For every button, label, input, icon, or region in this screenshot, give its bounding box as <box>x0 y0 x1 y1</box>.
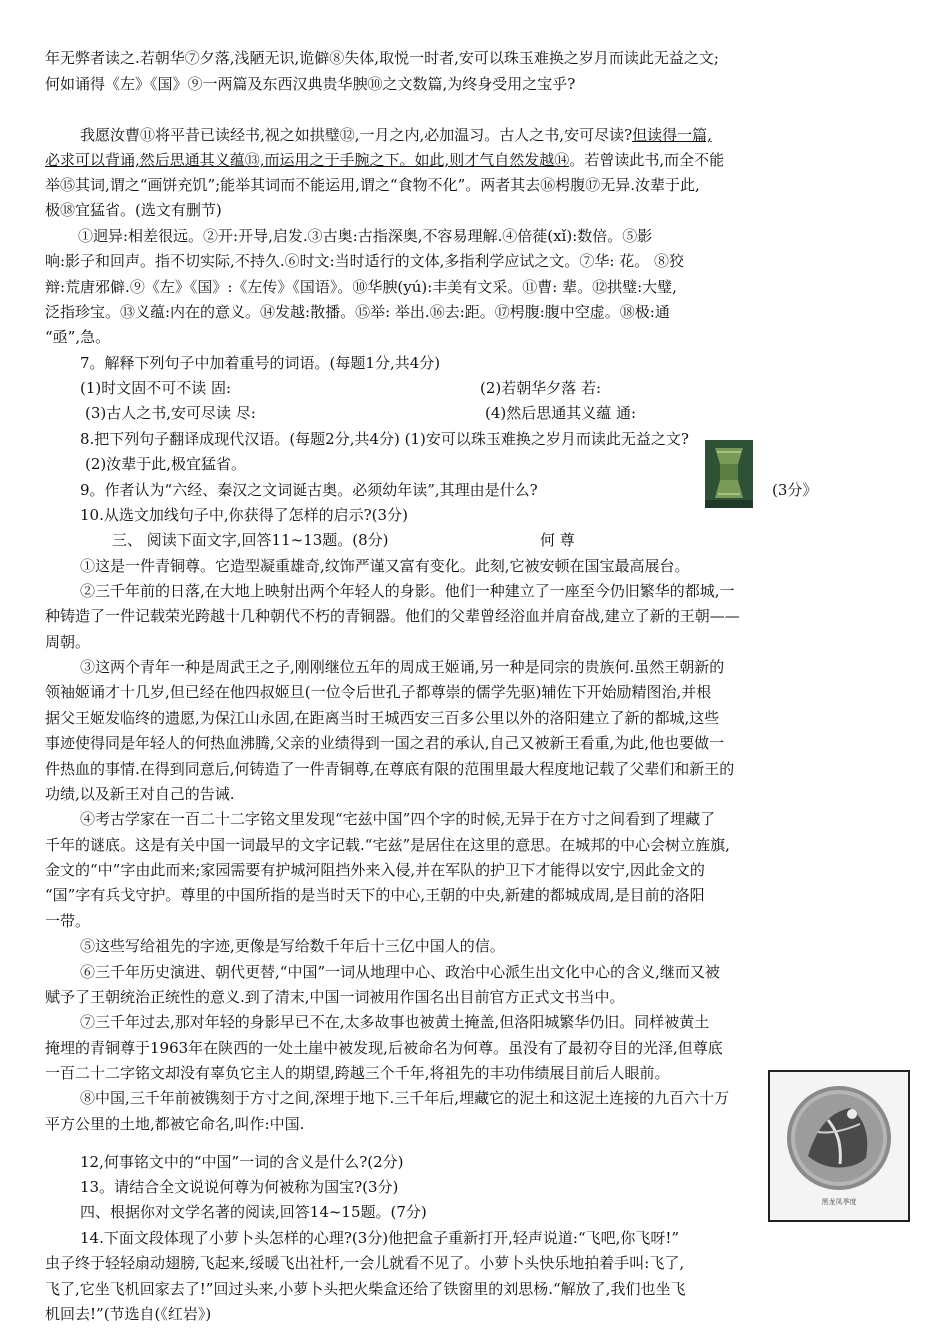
classical-line-2: 何如诵得《左》《国》⑨一两篇及东西汉典贵华腴⑩之文数篇,为终身受用之宝乎? <box>45 75 576 93</box>
passage-para-4-line-4: “国”字有兵戈守护。尊里的中国所指的是当时天下的中心,王朝的中央,新建的都城成周,是目前的洛阳 <box>45 886 705 904</box>
passage-title: 何 尊 <box>540 531 575 549</box>
passage-para-7-line-3: 一百二十二字铭文却没有辜负它主人的期望,跨越三个千年,将祖先的丰功伟绩展目前后人眼前。 <box>45 1064 670 1082</box>
passage-para-2-line-2: 种铸造了一件记载荣光跨越十几种朝代不朽的青铜器。他们的父辈曾经浴血并肩奋战,建立了新的王朝—— <box>45 607 740 625</box>
question-14-line-3: 飞了,它坐飞机回家去了!”回过头来,小萝卜头把火柴盒还给了铁窗里的刘思杨.“解放了,我们也坐飞 <box>45 1280 686 1298</box>
classical-line-3-text: 我愿汝曹⑪将平昔已读经书,视之如拱璧⑫,一月之内,必加温习。古人之书,安可尽读? <box>80 126 633 144</box>
coin-caption: 黑龙凤季度 <box>821 1198 857 1206</box>
passage-para-4-line-2: 千年的谜底。这是有关中国一词最早的文字记载.“宅兹”是居住在这里的意思。在城邦的中心会树立旌旗, <box>45 836 730 854</box>
passage-para-7-line-2: 掩埋的青铜尊于1963年在陕西的一处土崖中被发现,后被命名为何尊。虽没有了最初夺目的光泽,但尊底 <box>45 1039 723 1057</box>
question-9-score: (3分》 <box>772 481 818 499</box>
notes-line-1: ①迥异:相差很远。②开:开导,启发.③古奥:古指深奥,不容易理解.④倍蓰(xǐ):数倍。⑤影 <box>78 227 653 245</box>
classical-line-3 <box>80 123 712 148</box>
question-7-item-2: (2)若朝华夕落 若: <box>480 379 602 397</box>
classical-line-4-text: 。若曾读此书,而全不能 <box>569 151 725 169</box>
classical-line-5: 举⑮其词,谓之“画饼充饥”;能举其词而不能运用,谓之“食物不化”。两者其去⑯枵腹⑰无异.汝辈于此, <box>45 176 700 194</box>
passage-para-4-line-3: 金文的“中”字由此而来;家园需要有护城河阻挡外来入侵,并在军队的护卫下才能得以安宁,因此金文的 <box>45 861 705 879</box>
passage-para-7-line-1: ⑦三千年过去,那对年轻的身影早已不在,太多故事也被黄土掩盖,但洛阳城繁华仍旧。同样被黄土 <box>80 1013 710 1031</box>
passage-para-4-line-5: 一带。 <box>45 912 91 930</box>
underlined-sentence-part-1: 但读得一篇, <box>632 126 712 144</box>
question-10: 10.从选文加线句子中,你获得了怎样的启示?(3分) <box>80 506 408 524</box>
question-7-item-1: (1)时文固不可不读 固: <box>80 379 232 397</box>
question-9: 9。作者认为“六经、秦汉之文词诞古奥。必须幼年读”,其理由是什么? <box>80 481 538 499</box>
section-4-heading: 四、根据你对文学名著的阅读,回答14~15题。(7分) <box>80 1203 427 1221</box>
underlined-sentence-part-2: 必求可以背诵,然后思通其义蕴⑬,而运用之于手腕之下。如此,则才气自然发越⑭ <box>45 151 570 169</box>
question-7-item-3: (3)古人之书,安可尽读 尽: <box>85 404 256 422</box>
question-12: 12,何事铭文中的“中国”一词的含义是什么?(2分) <box>80 1153 404 1171</box>
passage-para-3-line-3: 据父王姬发临终的遗愿,为保江山永固,在距离当时王城西安三百多公里以外的洛阳建立了新的都城,这些 <box>45 709 720 727</box>
notes-line-2: 响:影子和回声。指不切实际,不持久.⑥时文:当时适行的文体,多指利学应试之文。⑦华: 花。 ⑧狡 <box>45 252 685 270</box>
passage-para-8-line-1: ⑧中国,三千年前被镌刻于方寸之间,深埋于地下.三千年后,埋藏它的泥土和这泥土连接的九百六十万 <box>80 1089 730 1107</box>
passage-para-2-line-1: ②三千年前的日落,在大地上映射出两个年轻人的身影。他们一种建立了一座至今仍旧繁华的都城,一 <box>80 582 735 600</box>
section-3-heading: 三、 阅读下面文字,回答11~13题。(8分) <box>112 531 389 549</box>
passage-para-3-line-5: 件热血的事情.在得到同意后,何铸造了一件青铜尊,在尊底有限的范围里最大程度地记载了父辈们和新王的 <box>45 760 735 778</box>
passage-para-6-line-1: ⑥三千年历史演进、朝代更替,“中国”一词从地理中心、政治中心派生出文化中心的含义,继而又被 <box>80 963 720 981</box>
passage-para-3-line-1: ③这两个青年一种是周武王之子,刚刚继位五年的周成王姬诵,另一种是同宗的贵族何.虽然王朝新的 <box>80 658 725 676</box>
classical-line-6: 极⑱宜猛省。(选文有删节) <box>45 201 222 219</box>
passage-para-3-line-2: 领袖姬诵才十几岁,但已经在他四叔姬旦(一位令后世孔子都尊崇的儒学先驱)辅佐下开始励精图治,并根 <box>45 683 712 701</box>
passage-para-3-line-6: 功绩,以及新王对自己的告诫. <box>45 785 235 803</box>
passage-para-8-line-2: 平方公里的土地,都被它命名,叫作:中国. <box>45 1115 305 1133</box>
notes-line-5: “亟”,急。 <box>45 328 111 346</box>
notes-line-3: 辩:荒唐邪僻.⑨《左》《国》:《左传》《国语》。⑩华腴(yú):丰美有文采。⑪曹: 辈。⑫拱璧:大璧, <box>45 278 677 296</box>
passage-para-5: ⑤这些写给祖先的字迹,更像是写给数千年后十三亿中国人的信。 <box>80 937 505 955</box>
classical-line-1: 年无弊者读之.若朝华⑦夕落,浅陋无识,诡僻⑧失体,取悦一时者,安可以珠玉难换之岁月而读此无益之文; <box>45 49 719 67</box>
question-14-line-2: 虫子终于轻轻扇动翅膀,飞起来,绥暖飞出社杆,一会儿就看不见了。小萝卜头快乐地拍着手叫:飞了, <box>45 1254 685 1272</box>
question-14-line-4: 机回去!”(节选自(《红岩》) <box>45 1305 212 1323</box>
question-8: 8.把下列句子翻译成现代汉语。(每题2分,共4分) (1)安可以珠玉难换之岁月而读此无益之文? <box>80 430 689 448</box>
passage-para-3-line-4: 事迹使得同是年轻人的何热血沸腾,父亲的业绩得到一国之君的承认,自己又被新王看重,为此,他也要做一 <box>45 734 725 752</box>
passage-para-1: ①这是一件青铜尊。它造型凝重雄奇,纹饰严谨又富有变化。此刻,它被安顿在国宝最高展台。 <box>80 557 690 575</box>
passage-para-2-line-3: 周朝。 <box>45 633 91 651</box>
passage-para-6-line-2: 赋予了王朝统治正统性的意义.到了清末,中国一词被用作国名出目前官方正式文书当中。 <box>45 988 625 1006</box>
question-14-line-1: 14.下面文段体现了小萝卜头怎样的心理?(3分)他把盒子重新打开,轻声说道:“飞吧,你飞呀!” <box>80 1229 680 1247</box>
question-7-item-4: (4)然后思通其义蕴 通: <box>485 404 637 422</box>
passage-para-4-line-1: ④考古学家在一百二十二字铭文里发现“宅兹中国”四个字的时候,无异于在方寸之间看到了埋藏了 <box>80 810 716 828</box>
commemorative-coin-image <box>768 1070 910 1222</box>
notes-line-4: 泛指珍宝。⑬义蕴:内在的意义。⑭发越:散播。⑮举: 举出.⑯去:距。⑰枵腹:腹中空虚。⑱极:通 <box>45 303 670 321</box>
question-7: 7。解释下列句子中加着重号的词语。(每题1分,共4分) <box>80 354 441 372</box>
question-8-item-2: (2)汝辈于此,极宜猛省。 <box>85 455 247 473</box>
question-13: 13。请结合全文说说何尊为何被称为国宝?(3分) <box>80 1178 399 1196</box>
bronze-vessel-image <box>705 440 753 508</box>
classical-line-4 <box>45 148 724 173</box>
